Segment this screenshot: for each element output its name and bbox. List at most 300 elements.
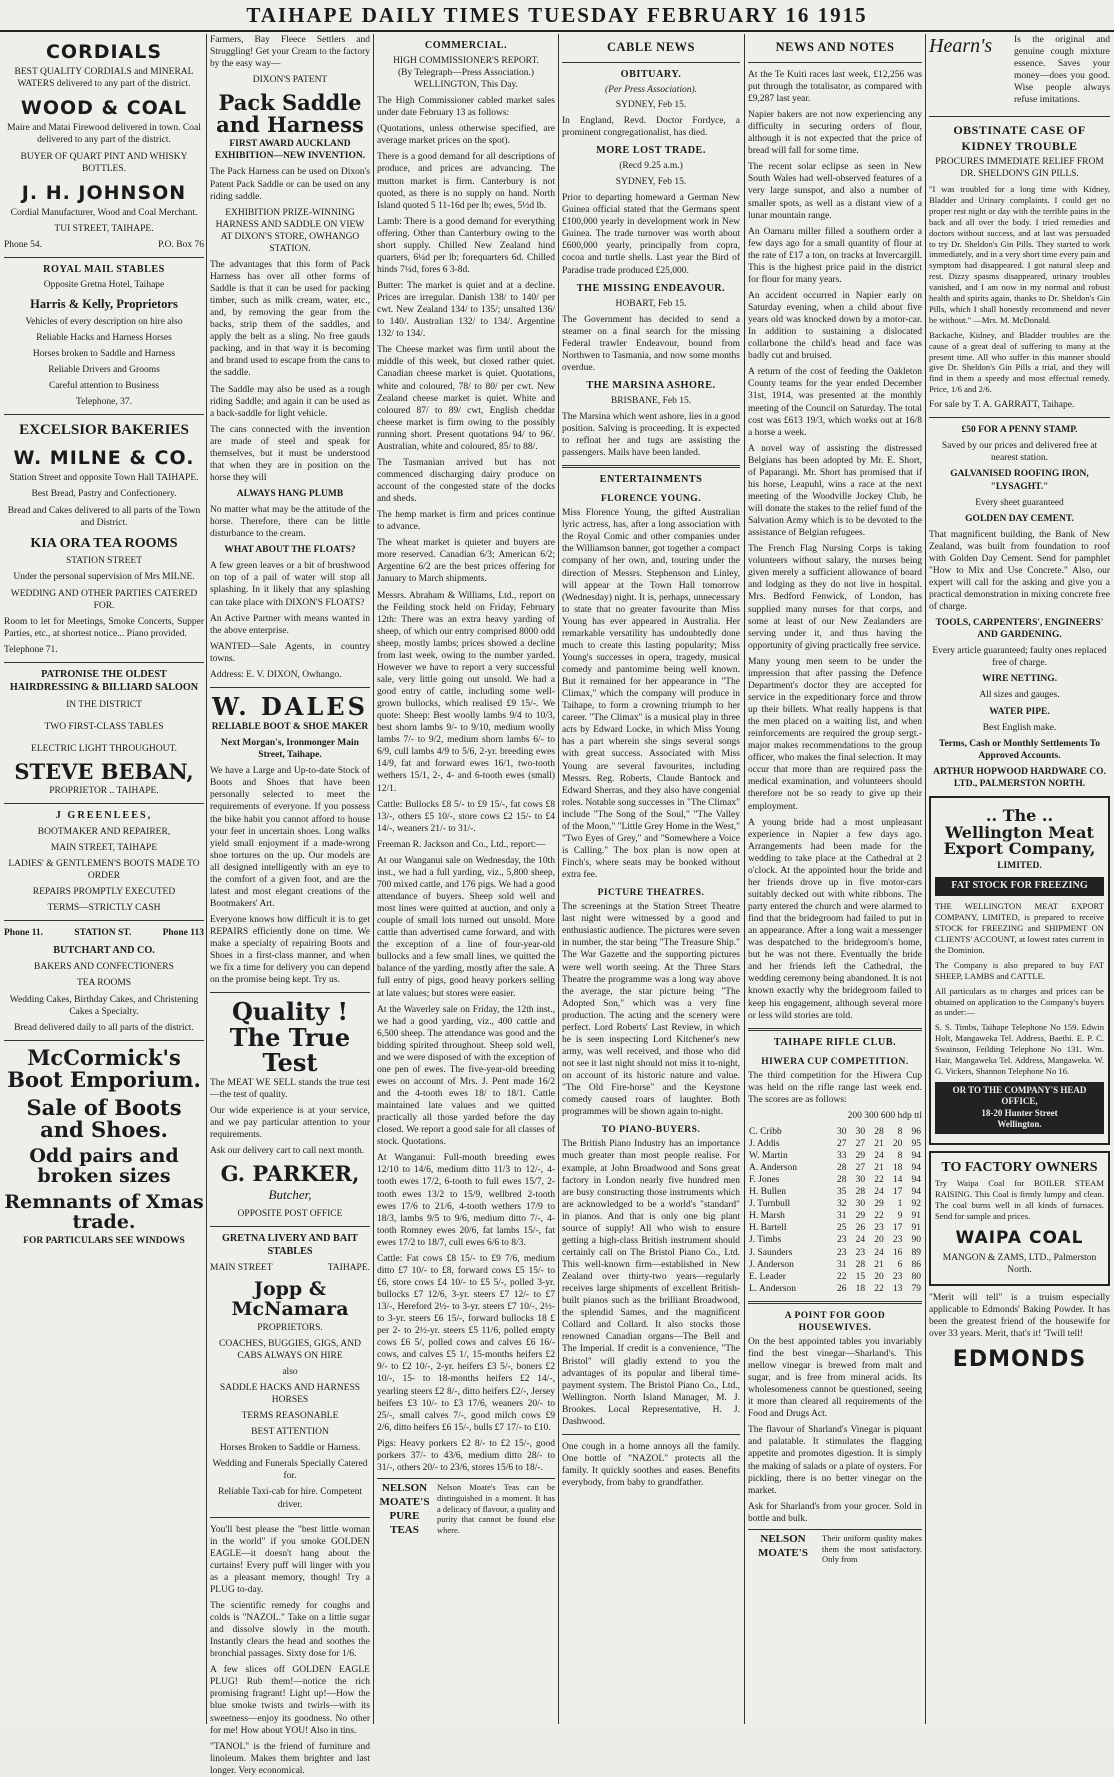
golden-day-heading: GOLDEN DAY CEMENT. bbox=[965, 513, 1074, 524]
excelsior-heading: EXCELSIOR BAKERIES bbox=[19, 422, 189, 439]
jopp-heading: Jopp & McNamara bbox=[231, 1277, 349, 1320]
table-cell: 31 bbox=[837, 1211, 847, 1222]
johnson-body: Cordial Manufacturer, Wood and Coal Merchant. bbox=[10, 207, 198, 218]
table-cell: 24 bbox=[855, 1235, 866, 1246]
floats-heading: WHAT ABOUT THE FLOATS? bbox=[224, 545, 356, 556]
column-rule bbox=[206, 34, 207, 1724]
kidney-sale: For sale by T. A. GARRATT, Taihape. bbox=[929, 400, 1075, 411]
milne-heading: W. MILNE & CO. bbox=[13, 447, 195, 470]
butchart-phone: Phone 11. bbox=[4, 928, 44, 939]
table-cell: 23 bbox=[892, 1271, 903, 1282]
factory-heading: TO FACTORY OWNERS bbox=[941, 1159, 1098, 1175]
harris-line: Vehicles of every description on hire also bbox=[25, 316, 183, 327]
dixon-paragraph: The Pack Harness can be used on Dixon's Patent Pack Saddle or can be used on any riding saddle. bbox=[210, 167, 370, 202]
lost-trade-dateline: SYDNEY, Feb 15. bbox=[615, 177, 687, 188]
table-cell: 28 bbox=[855, 1187, 866, 1198]
commercial-sub: HIGH COMMISSIONER'S REPORT. bbox=[393, 55, 539, 66]
table-cell: 26 bbox=[837, 1283, 847, 1294]
table-cell: 89 bbox=[911, 1247, 921, 1258]
gretna-heading: GRETNA LIVERY AND BAIT STABLES bbox=[222, 1232, 358, 1257]
greenlees-line: REPAIRS PROMPTLY EXECUTED bbox=[32, 887, 176, 898]
obituary-dateline: SYDNEY, Feb 15. bbox=[615, 99, 687, 110]
jopp-line: also bbox=[282, 1366, 298, 1377]
rifle-paragraph: The third competition for the Hiwera Cup was held on the rifle range last week end. The scores are as follows: bbox=[748, 1070, 922, 1105]
dixon-paragraph: The cans connected with the invention are made of steel and speak for themselves, but it must be understood that when they are in position on the horse they will bbox=[210, 424, 370, 483]
endeavour-paragraph: The Government has decided to send a steamer on a final search for the missing Federal trawler Endeavour, bound from Northwen to Tasmania, and now some months overdue. bbox=[562, 314, 740, 373]
jopp-line: BEST ATTENTION bbox=[251, 1427, 329, 1438]
table-row bbox=[748, 1138, 922, 1150]
mangon-line: MANGON & ZAMS, LTD., Palmerston North. bbox=[942, 1252, 1097, 1275]
cordials-body: BEST QUALITY CORDIALS and MINERAL WATERS delivered to any part of the district. bbox=[14, 67, 194, 90]
jopp-line: SADDLE HACKS AND HARNESS HORSES bbox=[219, 1383, 361, 1406]
wellington-meat-paragraph: The Company is also prepared to buy FAT SHEEP, LAMBS and CATTLE. bbox=[935, 959, 1104, 981]
table-cell: 17 bbox=[892, 1187, 903, 1198]
table-cell: 30 bbox=[855, 1175, 866, 1186]
column-4-cable-news bbox=[562, 34, 740, 1724]
kia-ora-line: Under the personal supervision of Mrs MILNE. bbox=[13, 572, 195, 583]
kidney-heading: OBSTINATE CASE OF KIDNEY TROUBLE bbox=[953, 123, 1086, 153]
table-cell: 23 bbox=[837, 1247, 847, 1258]
table-cell: 6 bbox=[897, 1259, 903, 1270]
wood-coal-heading: WOOD & COAL bbox=[20, 97, 188, 120]
table-cell: 28 bbox=[837, 1163, 847, 1174]
table-cell: 91 bbox=[911, 1211, 921, 1222]
harris-line: Careful attention to Business bbox=[48, 381, 160, 392]
galv-heading: GALVANISED ROOFING IRON, "LYSAGHT." bbox=[950, 469, 1089, 492]
greenlees-line: MAIN STREET, TAIHAPE bbox=[50, 843, 158, 854]
harris-line: Reliable Hacks and Harness Horses bbox=[36, 332, 172, 343]
tools-sub: Every article guaranteed; faulty ones replaced free of charge. bbox=[932, 646, 1107, 669]
commercial-paragraph: At our Wanganui sale on Wednesday, the 10th inst., we had a full yarding, viz., 5,800 sheep, 700 mixed cattle, and 176 pigs. We had a good attendance of buyers. Sheep sold well and most lines were quitted at auction, and only a couple of small lots turned out unsold. More cattle than advertised came forward, and with the exception of a line of four-year-old bullocks and a few small lines, we quitted the balance of the yarding, mostly after the sale. A full entry of pigs, good heavy porkers selling at late values; but stores were easier. bbox=[377, 855, 555, 999]
obituary-paragraph: In England, Revd. Doctor Fordyce, a prominent congregationalist, has died. bbox=[562, 115, 740, 139]
butchart-heading: BUTCHART AND CO. bbox=[53, 945, 155, 957]
gretna-street: MAIN STREET bbox=[210, 1262, 273, 1273]
johnson-address: TUI STREET, TAIHAPE. bbox=[54, 223, 154, 234]
wellington-meat-heading: .. The .. Wellington Meat Export Company, bbox=[943, 805, 1096, 859]
table-cell: 30 bbox=[837, 1126, 847, 1137]
hopwood-line: ARTHUR HOPWOOD HARDWARE CO. LTD., PALMERSTON NORTH. bbox=[933, 766, 1106, 789]
table-row bbox=[748, 1186, 922, 1198]
table-row bbox=[748, 1198, 922, 1210]
quality-paragraph: Ask our delivery cart to call next month. bbox=[210, 1146, 365, 1157]
dales-address: Next Morgan's, Ironmonger Main Street, Taihape. bbox=[221, 738, 359, 761]
table-cell: J. Anderson bbox=[749, 1259, 794, 1270]
table-cell: 18 bbox=[855, 1283, 866, 1294]
table-cell: 8 bbox=[897, 1126, 903, 1137]
news-paragraph: A novel way of assisting the distressed Belgians has been adopted by Mr. E. Short, of Paparangi. Mr. Short has promised that if his horse, Leapuhl, wins a race at the next meeting of the Woodville Jockey Club, he will donate the stakes to the relief fund of the Salvation Army which is to be devoted to the assistance of Belgian refugees. bbox=[748, 443, 922, 539]
odd-pairs-heading: Odd pairs and broken sizes bbox=[29, 1144, 179, 1187]
table-cell: 21 bbox=[874, 1138, 884, 1149]
greenlees-line: TERMS—STRICTLY CASH bbox=[47, 903, 161, 914]
parker-address: OPPOSITE POST OFFICE bbox=[237, 1208, 343, 1219]
table-cell: 91 bbox=[911, 1223, 921, 1234]
marsina-dateline: BRISBANE, Feb 15. bbox=[610, 395, 692, 406]
remnants-heading: Remnants of Xmas trade. bbox=[4, 1190, 204, 1233]
mccormick-heading: McCormick's Boot Emporium. bbox=[7, 1044, 201, 1092]
beban-sub: PROPRIETOR .. TAIHAPE. bbox=[49, 785, 159, 796]
column-5-news-notes bbox=[748, 34, 922, 1724]
kia-ora-phone: Telephone 71. bbox=[4, 644, 58, 655]
table-row bbox=[748, 1247, 922, 1259]
gretna-town: TAIHAPE. bbox=[327, 1262, 370, 1273]
quality-paragraph: Our wide experience is at your service, and we pay particular attention to your requirements. bbox=[210, 1106, 370, 1141]
table-cell: 18 bbox=[892, 1163, 903, 1174]
kia-ora-line: Room to let for Meetings, Smoke Concerts, Supper Parties, etc., at shortest notice... Piano provided. bbox=[4, 616, 204, 639]
table-cell: 30 bbox=[855, 1199, 866, 1210]
column-rule bbox=[373, 34, 374, 1724]
commercial-paragraph: The hemp market is firm and prices continue to advance. bbox=[377, 510, 555, 533]
table-cell: 30 bbox=[855, 1126, 866, 1137]
table-cell: J. Saunders bbox=[749, 1247, 793, 1258]
table-cell: 29 bbox=[855, 1151, 866, 1162]
dixon-paragraph: WANTED—Sale Agents, in country towns. bbox=[210, 641, 370, 664]
cordials-heading: CORDIALS bbox=[45, 41, 163, 63]
butchart-line: BAKERS AND CONFECTIONERS bbox=[34, 962, 174, 973]
commercial-paragraph: Freeman R. Jackson and Co., Ltd., report:— bbox=[377, 839, 546, 850]
endeavour-dateline: HOBART, Feb 15. bbox=[615, 298, 687, 309]
table-cell: J. Timbs bbox=[749, 1235, 782, 1246]
news-notes-heading: NEWS AND NOTES bbox=[775, 40, 895, 54]
table-row bbox=[748, 1162, 922, 1174]
news-paragraph: Many young men seem to be under the impression that after passing the Defence Department's doctor they are accepted for service in the expeditionary force and throw up their billets. What really happens is that the men placed on a waiting list, and when reinforcements are required the group sergt.-major makes recommendations to the group officer, who makes the final selection. It may occur that more than are required pass the medical examination, and volunteers should therefore not be so ready to give up their employment. bbox=[748, 656, 922, 812]
table-cell: 23 bbox=[855, 1247, 866, 1258]
table-cell: 94 bbox=[911, 1187, 921, 1198]
table-cell: 35 bbox=[837, 1187, 847, 1198]
wellington-meat-paragraph: All particulars as to charges and prices can be obtained on application to the Company's buyers as under:— bbox=[935, 985, 1104, 1018]
dixon-patent: DIXON'S PATENT bbox=[252, 75, 328, 86]
waipa-coal-heading: WAIPA COAL bbox=[955, 1227, 1084, 1248]
table-cell: 80 bbox=[911, 1271, 921, 1282]
butchart-line: Wedding Cakes, Birthday Cakes, and Christening Cakes a Specialty. bbox=[9, 994, 199, 1017]
column-3-commercial bbox=[377, 34, 555, 1724]
table-cell: 95 bbox=[911, 1138, 921, 1149]
table-cell: 17 bbox=[892, 1223, 903, 1234]
commercial-paragraph: Cattle: Bullocks £8 5/- to £9 15/-, fat cows £8 13/-, others £5 10/-, store cows £2 15/- to £4 14/-, weaners 21/- to 31/-. bbox=[377, 799, 555, 834]
table-row bbox=[748, 1126, 922, 1138]
table-row bbox=[748, 1150, 922, 1162]
housewives-heading: A POINT FOR GOOD HOUSEWIVES. bbox=[784, 1310, 886, 1333]
lost-trade-sub: (Recd 9.25 a.m.) bbox=[619, 161, 683, 172]
butchart-line: TEA ROOMS bbox=[76, 978, 132, 989]
head-office-label: OR TO THE COMPANY'S HEAD OFFICE, bbox=[952, 1084, 1087, 1107]
golden-eagle-paragraph: You'll best please the "best little woman in the world" if you smoke GOLDEN EAGLE—it doesn't hang about the curtains! Every puff will linger with you as a pleasant memory, though! Try a PLUG to-day. bbox=[210, 1524, 370, 1595]
table-cell: 22 bbox=[874, 1175, 884, 1186]
florence-heading: FLORENCE YOUNG. bbox=[600, 494, 702, 505]
table-cell: 27 bbox=[855, 1138, 866, 1149]
table-cell: 20 bbox=[874, 1271, 884, 1282]
lost-trade-paragraph: Prior to departing homeward a German New Guinea official stated that the Germans spent £100,000 yearly in development work in New Guinea. The trade turnover was worth about £600,000 yearly, principally from copra, cocoa and turtle shells. Last year the Bird of Paradise trade produced £25,000. bbox=[562, 193, 740, 276]
news-paragraph: A young bride had a most unpleasant experience in Napier a few days ago. Arrangements had been made for the wedding to take place at the Cathedral at 2 o'clock. At the appointed hour the bride and her friends drove up in five motor-cars suitably decked out with white ribbons. The party entered the church and were alarmed to find that the bridegroom had failed to put in an appearance. After a long wait a messenger was despatched to the bridegroom's home, but he was not there. Eventually the bride and her friends left the Cathedral, the wedding ceremony being abandoned. It is not known exactly why the bridegroom failed to keep his engagement, although several more or less wild stories are told. bbox=[748, 817, 922, 1021]
dixon-address: Address: E. V. DIXON, Owhango. bbox=[210, 669, 342, 680]
dales-paragraph: We have a Large and Up-to-date Stock of Boots and Shoes that have been personally selected to meet the requirements of everyone. If you possess the bike habit you cannot afford to house your feet in uncertain shoes. Long walks yield small enjoyment if a made-wrong shoe tortures on the up. Our models are all designed intelligently with an eye to the comfort of a given foot, and are the latest and most elegant creations of the Bootmakers' Art. bbox=[210, 766, 370, 909]
table-row bbox=[748, 1234, 922, 1246]
patronise-line: ELECTRIC LIGHT THROUGHOUT. bbox=[31, 743, 177, 754]
milne-line: Best Bread, Pastry and Confectionery. bbox=[31, 489, 177, 500]
jopp-line: Horses Broken to Saddle or Harness. bbox=[219, 1443, 361, 1454]
table-cell: 22 bbox=[837, 1271, 847, 1282]
cement-paragraph: That magnificent building, the Bank of New Zealand, was built from foundation to roof with Golden Day Cement. Send for pamphlet "How to Mix and Use Concrete." Also, our expert will call for the asking and give you a practical demonstration in mixing concrete free of charge. bbox=[929, 529, 1110, 613]
greenlees-heading: J GREENLEES, bbox=[55, 810, 153, 822]
parker-sub: Butcher, bbox=[268, 1187, 312, 1203]
commercial-paragraph: Lamb: There is a good demand for everything offering. Other than Canterbury owing to the short supply. Chilled New Zealand hind quarters, 6¼d per lb; forequarters 6d. Chilled hinds 7¼d, fores 6 3-8d. bbox=[377, 216, 555, 275]
table-cell: F. Jones bbox=[749, 1175, 780, 1186]
commercial-paragraph: At the Waverley sale on Friday, the 12th inst., we had a good yarding, viz., 400 cattle and 6,500 sheep. The attendance was good and the bidding spirited throughout. Sheep sold well, and we were disposed of with the exception of one pen of ewes. The five-year-old breeding ewes on account of Mrs. J. Pent made 16/2 and the 4-tooth ewes 18/ to 18/1. Cattle maintained late values and we quitted practically all those yarded before the day closed. We report a good sale for all classes of stock. Quotations. bbox=[377, 1004, 555, 1148]
news-paragraph: The recent solar eclipse as seen in New South Wales had well-observed features of a very large sunspot, and also a number of smaller spots, as well as a distant view of a lunar mountain range. bbox=[748, 162, 922, 221]
edmonds-logo: EDMONDS bbox=[952, 1346, 1087, 1372]
piano-buyers-heading: TO PIANO-BUYERS. bbox=[601, 1125, 701, 1136]
harris-line: Telephone, 37. bbox=[75, 397, 133, 408]
table-cell: 31 bbox=[837, 1259, 847, 1270]
jopp-line: PROPRIETORS. bbox=[257, 1322, 323, 1333]
table-cell: 24 bbox=[874, 1247, 884, 1258]
wellington-meat-buyers: S. S. Timbs, Taihape Telephone No 159. Edwin Holt, Mangaweka Tel. Address, Baethi. E. P. C. Swainson, Feilding Telephone No 131. Wm. Hair, Mangaweka Tel. Address, Mangaweka. W. G. Vickers, Shannon Telephone No 16. bbox=[935, 1022, 1104, 1076]
butchart-line: Bread delivered daily to all parts of the district. bbox=[14, 1022, 194, 1033]
column-6-ads bbox=[929, 34, 1110, 1724]
greenlees-line: LADIES' & GENTLEMEN'S BOOTS MADE TO ORDER bbox=[8, 859, 200, 882]
commercial-paragraph: There is a good demand for all descriptions of produce, and prices are advancing. The mutton market is firm. Canterbury is not quoted, as there is no supply on hand. North Island quoted 5 11-16d per lb; ewes, 5½d lb. bbox=[377, 152, 555, 211]
table-cell: 15 bbox=[855, 1271, 866, 1282]
nelson-moate-heading: NELSON MOATE'S bbox=[758, 1532, 808, 1559]
florence-paragraph: Miss Florence Young, the gifted Australian lyric actress, has, after a long association with the Royal Comic and other companies under the Williamson banner, got together a compact company of her own, and, touring under the direction of Messrs. Stephenson and Linley, will appear at the Town Hall tomorrow (Wednesday) night. It is, perhaps, unnecessary to state that no greater favourite than Miss Young has ever appeared in Australia. Her remarkable versatility has undoubtedly done much to create this lasting popularity; Miss Young's successes in opera, tragedy, musical comedy and pantomime being well known. But it remained for her appearance in "The Climax," which the company will produce in Taihape, to form a crowning triumph to her career. "The Climax" is a musical play in three acts by Edward Locke, in which Miss Young has a part wherein she sings several songs with great success. Associated with Miss Young are several favourites, including Messrs. Reg. Roberts, Claude Bantock and Edward Sherras, and they also have congenial roles. Notable song successes in "The Climax" include "The Song of the Soul," "The Valley of the Moon," "Little Grey Home in the West," "Two Eyes of Grey," and "Somewhere a Voice is Calling." The box plan is now open at Finch's, where seats may be booked without extra fee. bbox=[562, 508, 740, 881]
quality-paragraph: The MEAT WE SELL stands the true test—the test of quality. bbox=[210, 1077, 370, 1101]
wire-heading: WIRE NETTING. bbox=[982, 674, 1057, 685]
table-cell: A. Anderson bbox=[749, 1163, 798, 1174]
table-row bbox=[748, 1210, 922, 1222]
table-cell: 24 bbox=[874, 1151, 884, 1162]
butchart-phone: Phone 113 bbox=[162, 928, 204, 939]
jopp-line: Reliable Taxi-cab for hire. Competent driver. bbox=[218, 1487, 362, 1510]
table-cell: 27 bbox=[855, 1163, 866, 1174]
table-cell: 94 bbox=[911, 1175, 921, 1186]
table-cell: 23 bbox=[837, 1235, 847, 1246]
nelson-moate-heading: NELSON MOATE'S PURE TEAS bbox=[379, 1481, 430, 1536]
head-office-address: 18-20 Hunter Street bbox=[981, 1107, 1058, 1118]
dales-heading: W. DALES bbox=[212, 691, 368, 721]
table-cell: 28 bbox=[874, 1126, 884, 1137]
table-row bbox=[748, 1271, 922, 1283]
head-office-city: Wellington. bbox=[997, 1119, 1042, 1130]
dales-sub: RELIABLE BOOT & SHOE MAKER bbox=[211, 722, 369, 733]
column-1-ads bbox=[4, 34, 204, 1724]
table-cell: 16 bbox=[892, 1247, 903, 1258]
table-cell: 79 bbox=[911, 1283, 921, 1294]
dixon-award: FIRST AWARD AUCKLAND EXHIBITION—NEW INVENTION. bbox=[214, 139, 366, 162]
kia-ora-heading: KIA ORA TEA ROOMS bbox=[30, 535, 178, 551]
table-cell: 1 bbox=[897, 1199, 903, 1210]
terms-line: Terms, Cash or Monthly Settlements To Approved Accounts. bbox=[939, 738, 1100, 761]
news-paragraph: Napier bakers are not now experiencing any difficulty in securing orders of flour, although it is not expected that the price of bread will fall for some time. bbox=[748, 110, 922, 157]
table-cell: 24 bbox=[874, 1187, 884, 1198]
kidney-paragraph: "I was troubled for a long time with Kidney, Bladder and Urinary complaints. I could get no proper rest night or day with the terrible pains in the back and all over the body. I tried remedies and doctors without success, and at last was persuaded to try Dr. Sheldon's Gin Pills. They started to work immediately, and in a very short time every pain and symptom had disappeared. I got natural sleep and rest. Dizzy spasms disappeared, urinary troubles vanished, and I am now in my normal and robust health and spirits again, thanks to Dr. Sheldon's Gin Pills, which I shall honestly recommend and never be without." —Mrs. M. McDonald. bbox=[929, 183, 1110, 325]
table-cell: 8 bbox=[897, 1151, 903, 1162]
news-paragraph: The French Flag Nursing Corps is taking volunteers without salary, the nurses being given merely a sufficient allowance of board and lodging as they do not live in hospital. Mrs. Bedford Fenwick, of London, has supplied many nurses for that corps, and some at least of our New Zealanders are serving under it, and thus having the opportunity of giving practically free service. bbox=[748, 544, 922, 651]
column-rule bbox=[744, 34, 745, 1724]
pipe-heading: WATER PIPE. bbox=[989, 706, 1050, 717]
commercial-paragraph: Pigs: Heavy porkers £2 8/- to £2 15/-, good porkers 37/- to 43/6, medium ditto 28/- to 31/-, others 20/- to 23/6, stores 15/6 to 18/-. bbox=[377, 1438, 555, 1473]
masthead: TAIHAPE DAILY TIMES TUESDAY FEBRUARY 16 1915 bbox=[0, 0, 1114, 32]
table-row bbox=[748, 1259, 922, 1271]
merit-paragraph: "Merit will tell" is a truism especially applicable to Edmonds' Baking Powder. It has been the greatest friend of the housewife for over 33 years. Merit, that's it! 'Twill tell! bbox=[929, 1292, 1110, 1339]
harris-kelly-heading: Harris & Kelly, Proprietors bbox=[30, 296, 178, 311]
table-cell: 32 bbox=[837, 1199, 847, 1210]
table-cell: 14 bbox=[892, 1175, 903, 1186]
marsina-heading: THE MARSINA ASHORE. bbox=[586, 379, 716, 391]
bottles-notice: BUYER OF QUART PINT AND WHISKY BOTTLES. bbox=[20, 151, 188, 174]
table-cell: 22 bbox=[874, 1283, 884, 1294]
milne-sub: Station Street and opposite Town Hall TAIHAPE. bbox=[9, 473, 199, 484]
column-2-ads bbox=[210, 34, 370, 1776]
cough-paragraph: One cough in a home annoys all the family. One bottle of "NAZOL" protects all the family. It quickly soothes and eases. Benefits everybody, from baby to grandfather. bbox=[562, 1441, 740, 1489]
kia-ora-sub: STATION STREET bbox=[65, 556, 143, 567]
head-office-banner bbox=[935, 1082, 1104, 1134]
table-cell: 22 bbox=[874, 1211, 884, 1222]
table-cell: 90 bbox=[911, 1235, 921, 1246]
commercial-paragraph: The Cheese market was firm until about the middle of this week, but closed rather quiet. Canadian cheese market is quiet. Quotations, white and coloured, 78/ to 80/ per cwt. New Zealand cheese market is quiet. White and coloured 87/ to 89/ cwt, English cheddar cheese market is firm owing to the possibly running short. Present quotations 94/ to 96/. Australian, white and coloured, 85/ to 88/. bbox=[377, 345, 555, 452]
commercial-paragraph: Cattle: Fat cows £8 15/- to £9 7/6, medium ditto £7 10/- to £8, forward cows £5 15/- to £6, store cows £4 10/- to £5 5/-, polled 3-yr. bullocks £7 12/6, 3-yr. steers £7 12/- to £7 13/-, Hereford 2½- to 3-yr. steers £7 10/-, 2½- to 3-yr. steers £6 15/-, forward bullocks 18 £ per 2- to 2½-yr. steers £5 11/6, polled empty cows £6 5/, polled cows and calves £6 16/- cows, and calves £5 1/, 15-months heifers £2 9/- to £2 10/-, 2-yr. heifers £3 5/-, boners £2 10/-, 15- to 18-months heifers £2 14/-, yearling steers £2 8/-, ditto heifers £2/-, Jersey heifers £3 10/- to £3 17/6, weaners 20/- to 25/-, small calves 7/-, good milch cows £9 2/6, ditto heifers £6 15/-, bulls £7 17/- to £10. bbox=[377, 1253, 555, 1433]
beban-heading: STEVE BEBAN, bbox=[14, 758, 194, 784]
nelson-moate-text: Nelson Moate's Teas can be distinguished in a moment. It has a delicacy of flavour, a quality and purity that cannot be found else where. bbox=[437, 1481, 555, 1536]
galv-sub: Every sheet guaranteed bbox=[975, 497, 1064, 508]
commercial-paragraph: At Wanganui: Full-mouth breeding ewes 12/10 to 14/6, medium ditto 11/3 to 12/-, 4-tooth ewes 17/2, 6-tooth to full ewes 15/7, 2-tooth ewes 13/2 to 15/9, wellbred 2-tooth ewes 17/6 to 21/6, 4-tooth wethers 17/9 to 18/3, lambs 9/5 to 9/6, medium ditto 7/-, 4-tooth Romney ewes 20/6, fat lambs 15/-, fat ewes 17/2 to 18/7, cull ewes 6/6 to 8/3. bbox=[377, 1153, 555, 1248]
kidney-sub: PROCURES IMMEDIATE RELIEF FROM DR. SHELDON'S GIN PILLS. bbox=[935, 156, 1104, 179]
harris-line: Horses broken to Saddle and Harness bbox=[32, 348, 176, 359]
harris-line: Reliable Drivers and Grooms bbox=[48, 365, 160, 376]
dixon-paragraph: The Saddle may also be used as a rough riding Saddle; and again it can be used as a back-saddle for light vehicle. bbox=[210, 384, 370, 419]
wood-coal-body: Maire and Matai Firewood delivered in town. Coal delivered to any part of the district. bbox=[7, 123, 201, 146]
table-cell: C. Cribb bbox=[749, 1126, 782, 1137]
rifle-table-header: 200 300 600 hdp ttl bbox=[847, 1110, 922, 1121]
patronise-line: TWO FIRST-CLASS TABLES bbox=[44, 721, 164, 732]
lost-trade-heading: MORE LOST TRADE. bbox=[596, 145, 706, 157]
patronise-line: PATRONISE THE OLDEST HAIRDRESSING & BILLIARD SALOON bbox=[9, 668, 199, 693]
wellington-meat-paragraph: THE WELLINGTON MEAT EXPORT COMPANY, LIMITED, is prepared to receive STOCK for FREEZING and SHIPMENT ON CLIENTS' ACCOUNT, at lowest rates current in the Dominion. bbox=[935, 901, 1104, 955]
commercial-paragraph: The Tasmanian arrived but has not commenced discharging dairy produce on account of the congested state of the docks and sheds. bbox=[377, 457, 555, 505]
commercial-paragraph: The wheat market is quieter and buyers are more reserved. Canadian 6/3; American 6/2; Argentine 6/2 are the best prices offering for January to March shipments. bbox=[377, 538, 555, 585]
johnson-pobox: P.O. Box 76 bbox=[158, 239, 204, 250]
picture-theatres-paragraph: The screenings at the Station Street Theatre last night were witnessed by a good and enthusiastic audience. The pictures were seven in number, the star being "The Treasure Ship." The War Gazette and the supporting pictures were well worth seeing. At the Three Stars Theatre the programme was a long way above the average, the star picture being "The Adopted Son," which was a very fine production. The acting and the scenery were perfect. Lord Roberts' Last Review, in which he is seen inspecting Lord Kitchener's new army, was well received, and those who did not see it last night should not miss it to-night, on account of its historic nature and value. "The Old Fire-horse" and the Keystone comedy caused roars of laughter. Both programmes will be shown again to-night. bbox=[562, 902, 740, 1118]
table-cell: 20 bbox=[874, 1235, 884, 1246]
column-rule bbox=[558, 34, 559, 1724]
rifle-scores-table bbox=[748, 1126, 922, 1295]
wellington-meat-ad bbox=[929, 796, 1110, 1145]
johnson-phone: Phone 54. bbox=[4, 239, 42, 250]
marsina-paragraph: The Marsina which went ashore, lies in a good position. Salving is proceeding. It is expected to refloat her and tugs are assisting the passengers. Mails have been landed. bbox=[562, 411, 740, 459]
table-row bbox=[748, 1283, 922, 1295]
dixon-paragraph: A few green leaves or a bit of brushwood on top of a pail of water will stop all splashing. In it likely that any splashing can take place with DIXON'S FLOATS? bbox=[210, 561, 370, 608]
obituary-sub: (Per Press Association). bbox=[604, 84, 698, 95]
milne-line: Bread and Cakes delivered to all parts of the Town and District. bbox=[7, 505, 201, 528]
table-cell: 23 bbox=[874, 1223, 884, 1234]
kia-ora-line: WEDDING AND OTHER PARTIES CATERED FOR. bbox=[10, 588, 198, 611]
news-paragraph: An accident occurred in Napier early on Saturday evening, when a child about five years old was knocked down by a motor-car. In addition to sustaining a dislocated collarbone the child's head and face was badly cut and bruised. bbox=[748, 290, 922, 362]
jopp-line: TERMS REASONABLE bbox=[241, 1411, 339, 1422]
stamp-sub: Saved by our prices and delivered free at nearest station. bbox=[941, 441, 1098, 464]
housewives-paragraph: Ask for Sharland's from your grocer. Sold in bottle and bulk. bbox=[748, 1501, 922, 1524]
table-cell: W. Martin bbox=[749, 1151, 788, 1162]
table-cell: 29 bbox=[874, 1199, 884, 1210]
windows-notice: FOR PARTICULARS SEE WINDOWS bbox=[23, 1235, 185, 1246]
table-cell: 86 bbox=[911, 1259, 921, 1270]
wire-sub: All sizes and gauges. bbox=[979, 690, 1060, 701]
table-cell: E. Leader bbox=[749, 1271, 786, 1282]
table-cell: 26 bbox=[855, 1223, 866, 1234]
commercial-paragraph: (Quotations, unless otherwise specified, are average market prices on the spot). bbox=[377, 124, 555, 147]
nazol-paragraph: The scientific remedy for coughs and colds is "NAZOL." Take on a little sugar and dissolve slowly in the mouth. Instantly clears the head and soothes the bronchial passages. Sixty dose for 1/6. bbox=[210, 1600, 370, 1660]
table-cell: 25 bbox=[837, 1223, 847, 1234]
dixon-always: ALWAYS HANG PLUMB bbox=[236, 489, 344, 500]
wellington-meat-ltd: LIMITED. bbox=[997, 861, 1042, 872]
table-cell: 92 bbox=[911, 1199, 921, 1210]
table-cell: 23 bbox=[892, 1235, 903, 1246]
table-cell: 20 bbox=[892, 1138, 903, 1149]
dixon-intro: Farmers, Bay Fleece Settlers and Struggling! Get your Cream to the factory by the easy way— bbox=[210, 35, 370, 70]
commercial-paragraph: The High Commissioner cabled market sales under date February 13 as follows: bbox=[377, 96, 555, 119]
picture-theatres-heading: PICTURE THEATRES. bbox=[597, 888, 705, 899]
sale-heading: Sale of Boots and Shoes. bbox=[26, 1094, 182, 1142]
table-cell: 21 bbox=[874, 1163, 884, 1174]
butchart-address: STATION ST. bbox=[74, 928, 132, 939]
tanol-paragraph: "TANOL" is the friend of furniture and linoleum. Makes them brighter and last longer. Very economical. bbox=[210, 1741, 370, 1776]
hearn-heading: Hearn's bbox=[929, 35, 993, 57]
table-cell: 29 bbox=[855, 1211, 866, 1222]
table-cell: 13 bbox=[892, 1283, 903, 1294]
nelson-moate-text: Their uniform quality makes them the most satisfactory. Only from bbox=[822, 1532, 922, 1565]
entertainments-heading: ENTERTAINMENTS bbox=[599, 474, 703, 486]
table-cell: J. Addis bbox=[749, 1138, 780, 1149]
rifle-club-heading: TAIHAPE RIFLE CLUB. bbox=[773, 1036, 897, 1048]
pipe-sub: Best English make. bbox=[982, 722, 1057, 733]
cable-news-heading: CABLE NEWS bbox=[606, 40, 695, 54]
obituary-heading: OBITUARY. bbox=[620, 68, 682, 80]
dixon-paragraph: EXHIBITION PRIZE-WINNING HARNESS AND SADDLE ON VIEW AT DIXON'S STORE, OWHANGO STATION. bbox=[215, 207, 365, 254]
endeavour-heading: THE MISSING ENDEAVOUR. bbox=[576, 282, 726, 294]
table-cell: H. Bartell bbox=[749, 1223, 787, 1234]
factory-paragraph: Try Waipa Coal for BOILER STEAM RAISING. This Coal is firmly lumpy and clean. The coal burns well in all kinds of furnaces. Send for sample and prices. bbox=[935, 1178, 1104, 1222]
table-cell: 94 bbox=[911, 1151, 921, 1162]
plug-paragraph: A few slices off GOLDEN EAGLE PLUG! Rub them!—notice the rich promising fragrant! Light up!—How the blue smoke twists and twirls—with its sweetness—enjoy its goodness. No other for me! How about YOU! Also in tins. bbox=[210, 1665, 370, 1736]
jopp-line: COACHES, BUGGIES, GIGS, AND CABS ALWAYS ON HIRE bbox=[219, 1338, 361, 1361]
quality-heading: Quality ! The True Test bbox=[229, 997, 351, 1077]
royal-mail-heading: ROYAL MAIL STABLES bbox=[43, 263, 165, 275]
johnson-heading: J. H. JOHNSON bbox=[21, 181, 187, 204]
table-cell: 9 bbox=[897, 1211, 903, 1222]
parker-heading: G. PARKER, bbox=[220, 1161, 360, 1187]
patronise-line: IN THE DISTRICT bbox=[66, 699, 142, 710]
jopp-line: Wedding and Funerals Specially Catered for. bbox=[212, 1459, 368, 1482]
column-rule bbox=[925, 34, 926, 1724]
stamp-heading: £50 FOR A PENNY STAMP. bbox=[961, 425, 1078, 436]
news-paragraph: At the Te Kuiti races last week, £12,256 was put through the totalisator, as compared with £9,287 last year. bbox=[748, 69, 922, 104]
table-cell: J. Turnbull bbox=[749, 1199, 791, 1210]
dixon-paragraph: An Active Partner with means wanted in the above enterprise. bbox=[210, 613, 370, 636]
housewives-paragraph: The flavour of Sharland's Vinegar is piquant and palatable. It stimulates the flagging appetite and promotes digestion. It is simply the making of salads or a plate of oysters. For pickling, there is no better vinegar on the market. bbox=[748, 1425, 922, 1496]
dales-paragraph: Everyone knows how difficult it is to get REPAIRS efficiently done on time. We make a specialty of repairing Boots and Shoes in a first-class manner, and when we fix a time for delivery you can depend on the promise being kept. Try us. bbox=[210, 915, 370, 986]
table-row bbox=[748, 1222, 922, 1234]
table-cell: 28 bbox=[837, 1175, 847, 1186]
table-cell: H. Bullen bbox=[749, 1187, 786, 1198]
table-cell: H. Marsh bbox=[749, 1211, 785, 1222]
table-cell: 96 bbox=[911, 1126, 921, 1137]
news-paragraph: A return of the cost of feeding the Oakleton County teams for the year ended December 31st, 1914, was presented at the monthly meeting of the Council on Saturday. The total cost was £613 19/3, which works out at 16/8 a horse a week. bbox=[748, 367, 922, 438]
news-paragraph: An Oamaru miller filled a southern order a few days ago for a small quantity of flour at the rate of £17 a ton, on tracks at Invercargill. This is the highest price paid in the district for flour for many years. bbox=[748, 226, 922, 285]
royal-mail-sub: Opposite Gretna Hotel, Taihape bbox=[43, 279, 165, 290]
commercial-dateline: (By Telegraph—Press Association.) WELLINGTON, This Day. bbox=[397, 68, 535, 91]
tools-heading: TOOLS, CARPENTERS', ENGINEERS' AND GARDENING. bbox=[935, 618, 1104, 641]
housewives-paragraph: On the best appointed tables you invariably find the best vinegar—Sharland's. This mellow vinegar is brewed from malt and sugar, and is free from mineral acids. Its wholesomeness cannot be questioned, seeing it more than cleared all requirements of the Food and Drugs Act. bbox=[748, 1336, 922, 1420]
commercial-heading: COMMERCIAL. bbox=[424, 40, 508, 51]
dixon-paragraph: No matter what may be the attitude of the horse. Therefore, there can be little disturbance to the cream. bbox=[210, 505, 370, 540]
commercial-paragraph: Messrs. Abraham & Williams, Ltd., report on the Feilding stock held on Friday, February 12th: There was an extra heavy yarding of sheep, of which our entry comprised 8000 odd sheep, mostly lambs; prices showed a decline from last week, owing to the number yarded. However we have to report a very successful sale, very little going out unsold. We had a good entry of cattle, including some well-grown bullocks, which realised £9 15/-. We quote: Sheep: Best woolly lambs 9/4 to 10/3, best shorn lambs 9/- to 9/10, medium woolly lambs 7/- to 9/2, medium shorn lambs 6/- to 6/9, cull lambs 4/9 to 5/6, 2-yr. breeding ewes 14/9, fat and forward ewes 16/1, two-tooth wethers 15/1, 2-, 4- and 6-tooth ewes (small) 12/1. bbox=[377, 590, 555, 794]
